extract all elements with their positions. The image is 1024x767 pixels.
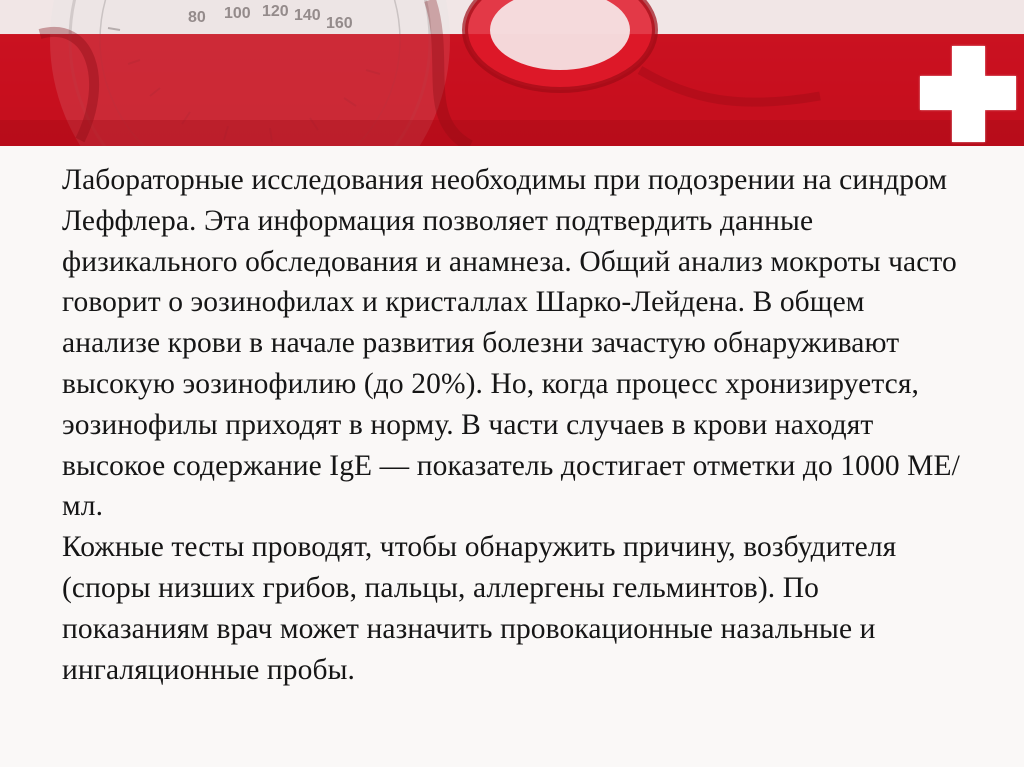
paragraph-skin-tests: Кожные тесты проводят, чтобы обнаружить причину, возбудителя (споры низших грибов, пальцы, аллергены гельминтов). По показаниям врач может назначить провокационные назальные и ингаляционные пробы. [62,531,897,686]
gauge-number: 160 [326,15,353,32]
gauge-number: 100 [224,5,251,22]
header-banner [0,0,1024,146]
gauge-number: 80 [188,9,206,26]
slide-text [62,160,962,690]
sphygmomanometer-illustration [0,0,1024,146]
paragraph-lab-tests: Лабораторные исследования необходимы при подозрении на синдром Леффлера. Эта информация позволяет подтвердить данные физикального обследования и анамнеза. Общий анализ мокроты часто говорит о эозинофилах и кристаллах Шарко-Лейдена. В общем анализе крови в начале развития болезни зачастую обнаруживают высокую эозинофилию (до 20%). Но, когда процесс хронизируется, эозинофилы приходят в норму. В части случаев в крови находят высокое содержание IgE — показатель достигает отметки до 1000 МЕ/мл. [62,164,960,523]
medical-cross-icon [920,46,1016,142]
gauge-number: 120 [262,3,289,20]
gauge-number: 140 [294,7,321,24]
